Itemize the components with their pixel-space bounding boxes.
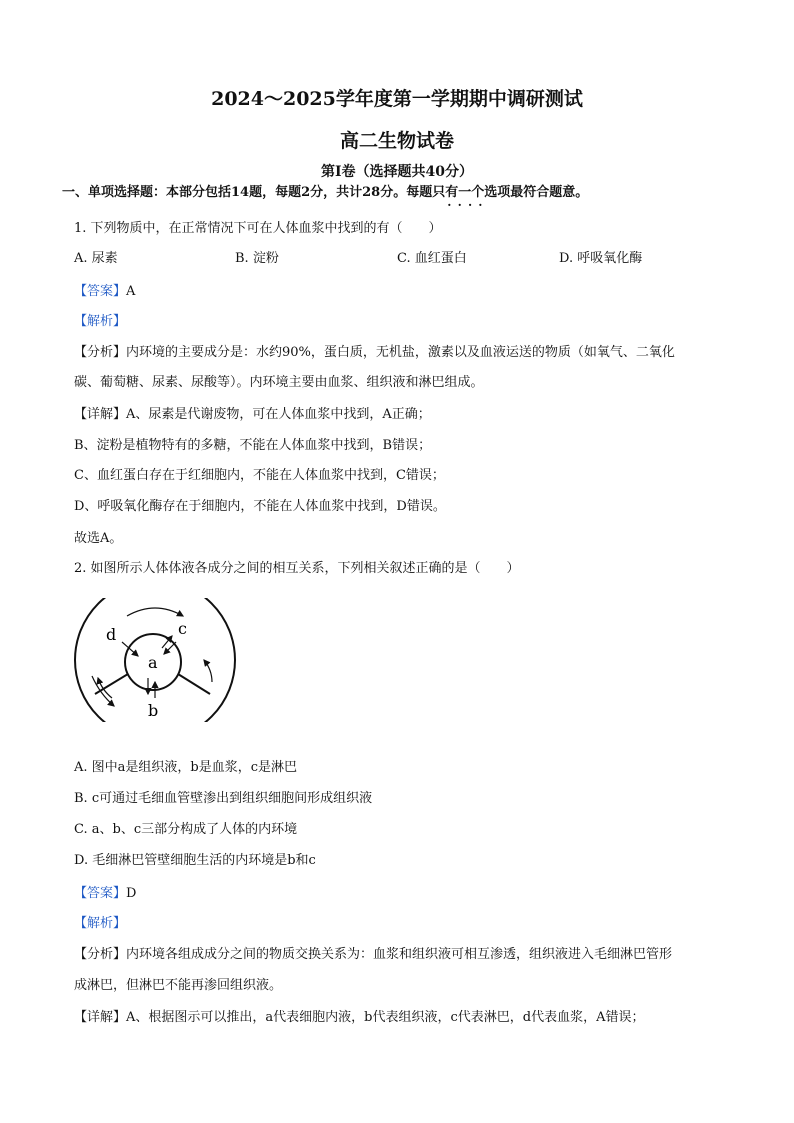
fenxi-tag: 【分析】	[74, 345, 127, 360]
fenxi-tag: 【分析】	[74, 947, 127, 962]
detail-text: A、根据图示可以推出，a代表细胞内液，b代表组织液，c代表淋巴，d代表血浆，A错误；	[126, 1010, 645, 1025]
q1-fenxi-line1	[74, 343, 675, 363]
q1-conclusion: 故选A。	[74, 531, 123, 546]
answer-tag: 【答案】	[74, 284, 127, 299]
q1-answer	[74, 282, 135, 302]
instruction-dotted: 有一个选项 · · · ·	[445, 185, 510, 200]
q2-fenxi-line1	[74, 945, 672, 965]
fenxi-text: 内环境各组成成分之间的物质交换关系为：血浆和组织液可相互渗透，组织液进入毛细淋巴管形	[126, 947, 673, 962]
q2-analysis-tag: 【解析】	[74, 916, 127, 931]
divider-right	[178, 674, 210, 694]
q1-option-b: B. 淀粉	[235, 251, 279, 266]
q1-detail-b: B、淀粉是植物特有的多糖，不能在人体血浆中找到，B错误；	[74, 438, 432, 453]
arrow-left-1	[92, 676, 114, 706]
fenxi-text: 内环境的主要成分是：水约90%，蛋白质，无机盐，激素以及血液运送的物质（如氧气、二氧化	[126, 345, 675, 360]
q2-fenxi-line2: 成淋巴，但淋巴不能再渗回组织液。	[74, 978, 283, 993]
answer-value: A	[126, 284, 136, 299]
label-c: c	[178, 619, 187, 638]
q1-detail-a	[74, 405, 431, 425]
detail-tag: 【详解】	[74, 407, 127, 422]
section-title: 第Ⅰ卷（选择题共40分）	[320, 164, 474, 180]
q1-analysis-tag: 【解析】	[74, 314, 127, 329]
body-fluid-diagram	[72, 598, 238, 722]
q1-option-c: C. 血红蛋白	[397, 251, 467, 266]
instruction-post: 最符合题意。	[510, 185, 589, 200]
part1-instruction	[62, 183, 588, 203]
q2-option-a: A. 图中a是组织液，b是血浆，c是淋巴	[74, 760, 298, 775]
q1-option-d: D. 呼吸氧化酶	[559, 251, 643, 266]
q2-stem: 2. 如图所示人体体液各成分之间的相互关系，下列相关叙述正确的是（ ）	[74, 561, 520, 576]
label-b: b	[148, 701, 159, 720]
q1-detail-d: D、呼吸氧化酶存在于细胞内，不能在人体血浆中找到，D错误。	[74, 499, 446, 514]
exam-title: 2024～2025学年度第一学期期中调研测试	[211, 88, 583, 110]
answer-value: D	[126, 886, 137, 901]
q2-answer	[74, 884, 136, 904]
detail-tag: 【详解】	[74, 1010, 127, 1025]
instruction-pre: 一、单项选择题：本部分包括14题，每题2分，共计28分。每题只	[62, 185, 446, 200]
label-d: d	[106, 625, 117, 644]
arrow-top-curve	[127, 608, 183, 616]
subject-title: 高二生物试卷	[339, 130, 454, 152]
q2-option-d: D. 毛细淋巴管壁细胞生活的内环境是b和c	[74, 853, 316, 868]
detail-text: A、尿素是代谢废物，可在人体血浆中找到，A正确；	[126, 407, 431, 422]
q1-detail-c: C、血红蛋白存在于红细胞内，不能在人体血浆中找到，C错误；	[74, 468, 445, 483]
q2-option-c: C. a、b、c三部分构成了人体的内环境	[74, 822, 298, 837]
q1-fenxi-line2: 碳、葡萄糖、尿素、尿酸等）。内环境主要由血浆、组织液和淋巴组成。	[74, 375, 484, 390]
q1-stem: 1. 下列物质中，在正常情况下可在人体血浆中找到的有（ ）	[74, 221, 442, 236]
q2-option-b: B. c可通过毛细血管壁渗出到组织细胞间形成组织液	[74, 791, 373, 806]
label-a: a	[148, 653, 158, 672]
q1-option-a: A. 尿素	[74, 251, 118, 266]
arrow-d-in	[122, 642, 138, 656]
arrow-right	[204, 660, 212, 682]
answer-tag: 【答案】	[74, 886, 127, 901]
q2-detail-a	[74, 1008, 644, 1028]
